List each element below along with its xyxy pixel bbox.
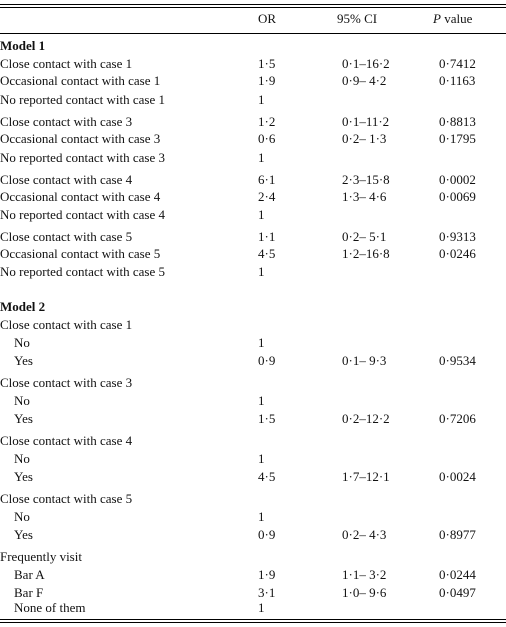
row-or: 6·1: [258, 172, 276, 187]
row-p: 0·8813: [439, 114, 476, 129]
row-p: 0·0069: [439, 189, 476, 204]
header-or: OR: [258, 11, 277, 26]
row-or: 2·4: [258, 189, 276, 204]
table-row: [0, 335, 506, 351]
row-ci: 0·1–11·2: [342, 114, 390, 129]
row-or: 4·5: [258, 246, 276, 261]
table-row: [0, 567, 506, 583]
table-row: [0, 246, 506, 262]
table-row: [0, 585, 506, 601]
row-label: No: [14, 393, 30, 408]
row-or: 1·9: [258, 73, 276, 88]
row-p: 0·7412: [439, 56, 476, 71]
row-label: No reported contact with case 1: [0, 92, 165, 107]
header-p-italic: P: [433, 11, 441, 26]
row-p: 0·0497: [439, 585, 476, 600]
table-row: [0, 469, 506, 485]
table-row: [0, 207, 506, 223]
row-label: No reported contact with case 3: [0, 150, 165, 165]
row-label: Close contact with case 5: [0, 229, 133, 244]
group-heading-row: [0, 317, 506, 333]
row-p: 0·0246: [439, 246, 476, 261]
header-ci: 95% CI: [337, 11, 378, 26]
row-or: 1: [258, 509, 265, 524]
table-row: [0, 56, 506, 72]
row-or: 1: [258, 600, 265, 615]
row-p: 0·7206: [439, 411, 476, 426]
model2-title-row: [0, 299, 506, 315]
row-or: 1: [258, 92, 265, 107]
row-p: 0·1795: [439, 131, 476, 146]
row-p: 0·8977: [439, 527, 476, 542]
row-p: 0·0024: [439, 469, 476, 484]
header-p-rest: value: [440, 11, 473, 26]
row-ci: 1·2–16·8: [342, 246, 390, 261]
table-row: [0, 393, 506, 409]
row-label: Occasional contact with case 4: [0, 189, 161, 204]
table-row: [0, 229, 506, 245]
group-heading: Close contact with case 3: [0, 375, 133, 390]
table-row: [0, 73, 506, 89]
row-or: 0·9: [258, 527, 276, 542]
top-rule: [0, 4, 506, 5]
group-heading-row: [0, 375, 506, 391]
row-label: Occasional contact with case 5: [0, 246, 161, 261]
table-row: [0, 527, 506, 543]
model1-title-row: [0, 38, 506, 54]
row-or: 3·1: [258, 585, 276, 600]
row-label: No: [14, 451, 30, 466]
row-ci: 1·0– 9·6: [342, 585, 387, 600]
row-label: Yes: [14, 411, 33, 426]
row-or: 1·5: [258, 411, 276, 426]
model1-title: Model 1: [0, 38, 46, 53]
header-row: [0, 11, 506, 27]
table-row: [0, 131, 506, 147]
row-label: Close contact with case 1: [0, 56, 133, 71]
row-label: None of them: [14, 600, 86, 615]
table-row: [0, 172, 506, 188]
table-row: [0, 451, 506, 467]
row-or: 1: [258, 451, 265, 466]
row-or: 1: [258, 150, 265, 165]
row-label: Bar F: [14, 585, 44, 600]
row-label: Close contact with case 3: [0, 114, 133, 129]
row-ci: 0·2– 1·3: [342, 131, 387, 146]
row-ci: 0·2– 4·3: [342, 527, 387, 542]
row-or: 1·9: [258, 567, 276, 582]
row-p: 0·0002: [439, 172, 476, 187]
row-label: No reported contact with case 5: [0, 264, 165, 279]
row-label: No: [14, 335, 30, 350]
row-label: Yes: [14, 353, 33, 368]
row-ci: 2·3–15·8: [342, 172, 390, 187]
row-or: 1: [258, 264, 265, 279]
row-p: 0·1163: [439, 73, 476, 88]
table-row: [0, 150, 506, 166]
bottom-rule: [0, 619, 506, 620]
row-label: No reported contact with case 4: [0, 207, 165, 222]
group-heading-row: [0, 491, 506, 507]
row-p: 0·9313: [439, 229, 476, 244]
table-row: [0, 114, 506, 130]
row-label: Occasional contact with case 3: [0, 131, 161, 146]
row-or: 1: [258, 335, 265, 350]
table-row: [0, 509, 506, 525]
row-or: 4·5: [258, 469, 276, 484]
top-rule-2: [0, 7, 506, 8]
row-p: 0·0244: [439, 567, 476, 582]
row-or: 1·2: [258, 114, 276, 129]
row-or: 1: [258, 207, 265, 222]
row-ci: 1·1– 3·2: [342, 567, 387, 582]
row-or: 1·1: [258, 229, 276, 244]
row-or: 1: [258, 393, 265, 408]
row-ci: 1·3– 4·6: [342, 189, 387, 204]
row-label: Yes: [14, 469, 33, 484]
row-label: Yes: [14, 527, 33, 542]
table-row: [0, 600, 506, 616]
row-ci: 0·9– 4·2: [342, 73, 387, 88]
group-heading: Frequently visit: [0, 549, 82, 564]
row-ci: 0·1– 9·3: [342, 353, 387, 368]
table-row: [0, 353, 506, 369]
header-rule: [0, 33, 506, 34]
row-label: Bar A: [14, 567, 45, 582]
row-or: 0·9: [258, 353, 276, 368]
row-ci: 0·2–12·2: [342, 411, 390, 426]
group-heading: Close contact with case 4: [0, 433, 133, 448]
group-heading-row: [0, 549, 506, 565]
row-p: 0·9534: [439, 353, 476, 368]
model2-title: Model 2: [0, 299, 46, 314]
bottom-rule-2: [0, 622, 506, 623]
table-row: [0, 189, 506, 205]
row-label: Occasional contact with case 1: [0, 73, 161, 88]
header-p-value: [433, 11, 472, 27]
group-heading: Close contact with case 5: [0, 491, 133, 506]
table-row: [0, 411, 506, 427]
row-ci: 1·7–12·1: [342, 469, 390, 484]
table-row: [0, 92, 506, 108]
row-label: Close contact with case 4: [0, 172, 133, 187]
table-row: [0, 264, 506, 280]
row-label: No: [14, 509, 30, 524]
group-heading: Close contact with case 1: [0, 317, 133, 332]
row-ci: 0·2– 5·1: [342, 229, 387, 244]
row-or: 1·5: [258, 56, 276, 71]
group-heading-row: [0, 433, 506, 449]
row-ci: 0·1–16·2: [342, 56, 390, 71]
row-or: 0·6: [258, 131, 276, 146]
